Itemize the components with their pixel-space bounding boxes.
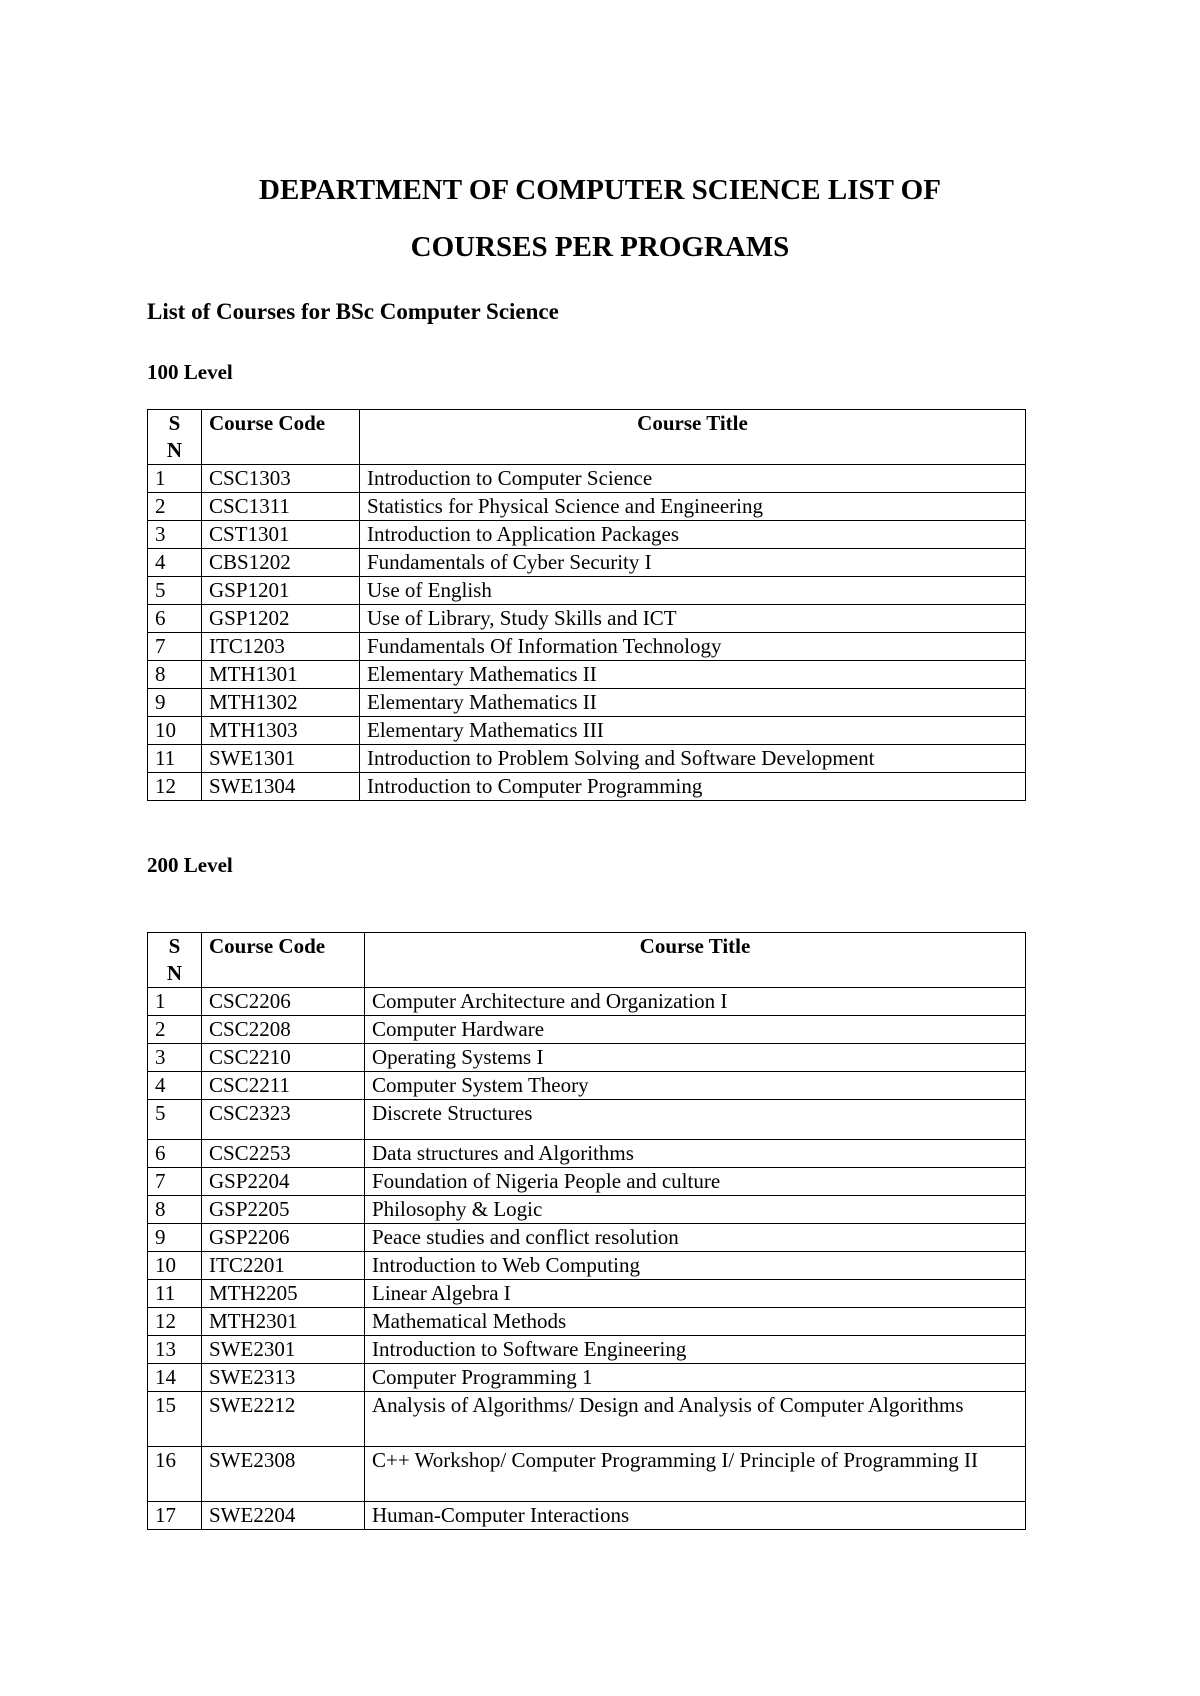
cell-title: Use of Library, Study Skills and ICT xyxy=(360,605,1026,633)
cell-title: Elementary Mathematics III xyxy=(360,717,1026,745)
cell-code: SWE1301 xyxy=(202,745,360,773)
cell-title: Linear Algebra I xyxy=(365,1280,1026,1308)
cell-code: CSC2206 xyxy=(202,988,365,1016)
cell-code: SWE2204 xyxy=(202,1502,365,1530)
cell-code: SWE2212 xyxy=(202,1392,365,1447)
table-row xyxy=(148,988,1026,1016)
cell-sn: 11 xyxy=(148,745,202,773)
cell-title: Discrete Structures xyxy=(365,1100,1026,1140)
cell-title: Computer System Theory xyxy=(365,1072,1026,1100)
table-row xyxy=(148,465,1026,493)
header-course-title: Course Title xyxy=(365,933,1026,988)
course-table-200-level xyxy=(147,932,1026,1530)
table-row xyxy=(148,1224,1026,1252)
cell-sn: 1 xyxy=(148,465,202,493)
cell-sn: 4 xyxy=(148,549,202,577)
cell-code: GSP1202 xyxy=(202,605,360,633)
course-table-100-level xyxy=(147,409,1026,801)
cell-code: MTH1301 xyxy=(202,661,360,689)
cell-title: C++ Workshop/ Computer Programming I/ Principle of Programming II xyxy=(365,1447,1026,1502)
table-row xyxy=(148,521,1026,549)
cell-sn: 16 xyxy=(148,1447,202,1502)
cell-sn: 10 xyxy=(148,717,202,745)
cell-sn: 11 xyxy=(148,1280,202,1308)
cell-sn: 2 xyxy=(148,1016,202,1044)
page-title-line-1: DEPARTMENT OF COMPUTER SCIENCE LIST OF xyxy=(259,174,941,206)
cell-sn: 8 xyxy=(148,661,202,689)
cell-sn: 2 xyxy=(148,493,202,521)
cell-sn: 12 xyxy=(148,1308,202,1336)
cell-code: CBS1202 xyxy=(202,549,360,577)
table-row xyxy=(148,1196,1026,1224)
header-course-title: Course Title xyxy=(360,410,1026,465)
table-row xyxy=(148,1308,1026,1336)
table-row xyxy=(148,1392,1026,1447)
cell-sn: 8 xyxy=(148,1196,202,1224)
cell-title: Human-Computer Interactions xyxy=(365,1502,1026,1530)
cell-title: Introduction to Web Computing xyxy=(365,1252,1026,1280)
cell-code: MTH2205 xyxy=(202,1280,365,1308)
table-row xyxy=(148,1502,1026,1530)
table-row xyxy=(148,689,1026,717)
cell-code: CST1301 xyxy=(202,521,360,549)
table-header-row xyxy=(148,410,1026,465)
cell-sn: 1 xyxy=(148,988,202,1016)
cell-code: MTH2301 xyxy=(202,1308,365,1336)
cell-title: Introduction to Problem Solving and Software Development xyxy=(360,745,1026,773)
cell-code: MTH1303 xyxy=(202,717,360,745)
cell-code: GSP2205 xyxy=(202,1196,365,1224)
header-sn: S N xyxy=(148,933,202,988)
cell-code: GSP2204 xyxy=(202,1168,365,1196)
cell-code: CSC2211 xyxy=(202,1072,365,1100)
cell-title: Data structures and Algorithms xyxy=(365,1140,1026,1168)
cell-code: SWE2313 xyxy=(202,1364,365,1392)
cell-sn: 3 xyxy=(148,1044,202,1072)
cell-sn: 17 xyxy=(148,1502,202,1530)
table-row xyxy=(148,1016,1026,1044)
cell-code: SWE2308 xyxy=(202,1447,365,1502)
table-row xyxy=(148,773,1026,801)
cell-code: GSP2206 xyxy=(202,1224,365,1252)
cell-title: Analysis of Algorithms/ Design and Analysis of Computer Algorithms xyxy=(365,1392,1026,1447)
table-row xyxy=(148,1168,1026,1196)
cell-code: CSC2210 xyxy=(202,1044,365,1072)
cell-title: Computer Programming 1 xyxy=(365,1364,1026,1392)
cell-sn: 3 xyxy=(148,521,202,549)
cell-sn: 4 xyxy=(148,1072,202,1100)
cell-code: CSC2253 xyxy=(202,1140,365,1168)
cell-sn: 6 xyxy=(148,1140,202,1168)
cell-code: CSC1303 xyxy=(202,465,360,493)
cell-title: Introduction to Computer Programming xyxy=(360,773,1026,801)
table-row xyxy=(148,1252,1026,1280)
cell-sn: 13 xyxy=(148,1336,202,1364)
cell-code: ITC2201 xyxy=(202,1252,365,1280)
cell-code: SWE1304 xyxy=(202,773,360,801)
table-row xyxy=(148,577,1026,605)
page-title-line-2: COURSES PER PROGRAMS xyxy=(410,231,790,263)
cell-title: Mathematical Methods xyxy=(365,1308,1026,1336)
table-row xyxy=(148,745,1026,773)
level-heading-100: 100 Level xyxy=(147,360,233,384)
header-course-code: Course Code xyxy=(202,410,360,465)
cell-title: Peace studies and conflict resolution xyxy=(365,1224,1026,1252)
table-row xyxy=(148,661,1026,689)
cell-title: Elementary Mathematics II xyxy=(360,689,1026,717)
cell-title: Fundamentals of Cyber Security I xyxy=(360,549,1026,577)
cell-sn: 6 xyxy=(148,605,202,633)
cell-title: Computer Architecture and Organization I xyxy=(365,988,1026,1016)
cell-sn: 12 xyxy=(148,773,202,801)
table-row xyxy=(148,1336,1026,1364)
level-heading-200: 200 Level xyxy=(147,853,233,877)
table-row xyxy=(148,1364,1026,1392)
cell-title: Statistics for Physical Science and Engineering xyxy=(360,493,1026,521)
cell-sn: 15 xyxy=(148,1392,202,1447)
cell-title: Use of English xyxy=(360,577,1026,605)
cell-title: Operating Systems I xyxy=(365,1044,1026,1072)
cell-sn: 5 xyxy=(148,577,202,605)
cell-code: CSC2323 xyxy=(202,1100,365,1140)
table-row xyxy=(148,549,1026,577)
cell-code: CSC2208 xyxy=(202,1016,365,1044)
cell-sn: 7 xyxy=(148,1168,202,1196)
cell-title: Introduction to Computer Science xyxy=(360,465,1026,493)
cell-code: CSC1311 xyxy=(202,493,360,521)
cell-code: GSP1201 xyxy=(202,577,360,605)
table-row xyxy=(148,1072,1026,1100)
cell-code: MTH1302 xyxy=(202,689,360,717)
header-sn: S N xyxy=(148,410,202,465)
cell-title: Elementary Mathematics II xyxy=(360,661,1026,689)
table-row xyxy=(148,493,1026,521)
cell-code: SWE2301 xyxy=(202,1336,365,1364)
cell-sn: 9 xyxy=(148,1224,202,1252)
table-row xyxy=(148,1044,1026,1072)
cell-title: Foundation of Nigeria People and culture xyxy=(365,1168,1026,1196)
section-heading: List of Courses for BSc Computer Science xyxy=(147,299,559,324)
table-header-row xyxy=(148,933,1026,988)
cell-sn: 14 xyxy=(148,1364,202,1392)
cell-code: ITC1203 xyxy=(202,633,360,661)
cell-sn: 7 xyxy=(148,633,202,661)
header-course-code: Course Code xyxy=(202,933,365,988)
table-row xyxy=(148,1100,1026,1140)
table-row xyxy=(148,717,1026,745)
cell-sn: 5 xyxy=(148,1100,202,1140)
cell-title: Philosophy & Logic xyxy=(365,1196,1026,1224)
cell-title: Computer Hardware xyxy=(365,1016,1026,1044)
cell-title: Introduction to Application Packages xyxy=(360,521,1026,549)
cell-title: Fundamentals Of Information Technology xyxy=(360,633,1026,661)
table-row xyxy=(148,1140,1026,1168)
table-row xyxy=(148,1447,1026,1502)
cell-title: Introduction to Software Engineering xyxy=(365,1336,1026,1364)
table-row xyxy=(148,633,1026,661)
cell-sn: 10 xyxy=(148,1252,202,1280)
table-row xyxy=(148,1280,1026,1308)
table-row xyxy=(148,605,1026,633)
cell-sn: 9 xyxy=(148,689,202,717)
